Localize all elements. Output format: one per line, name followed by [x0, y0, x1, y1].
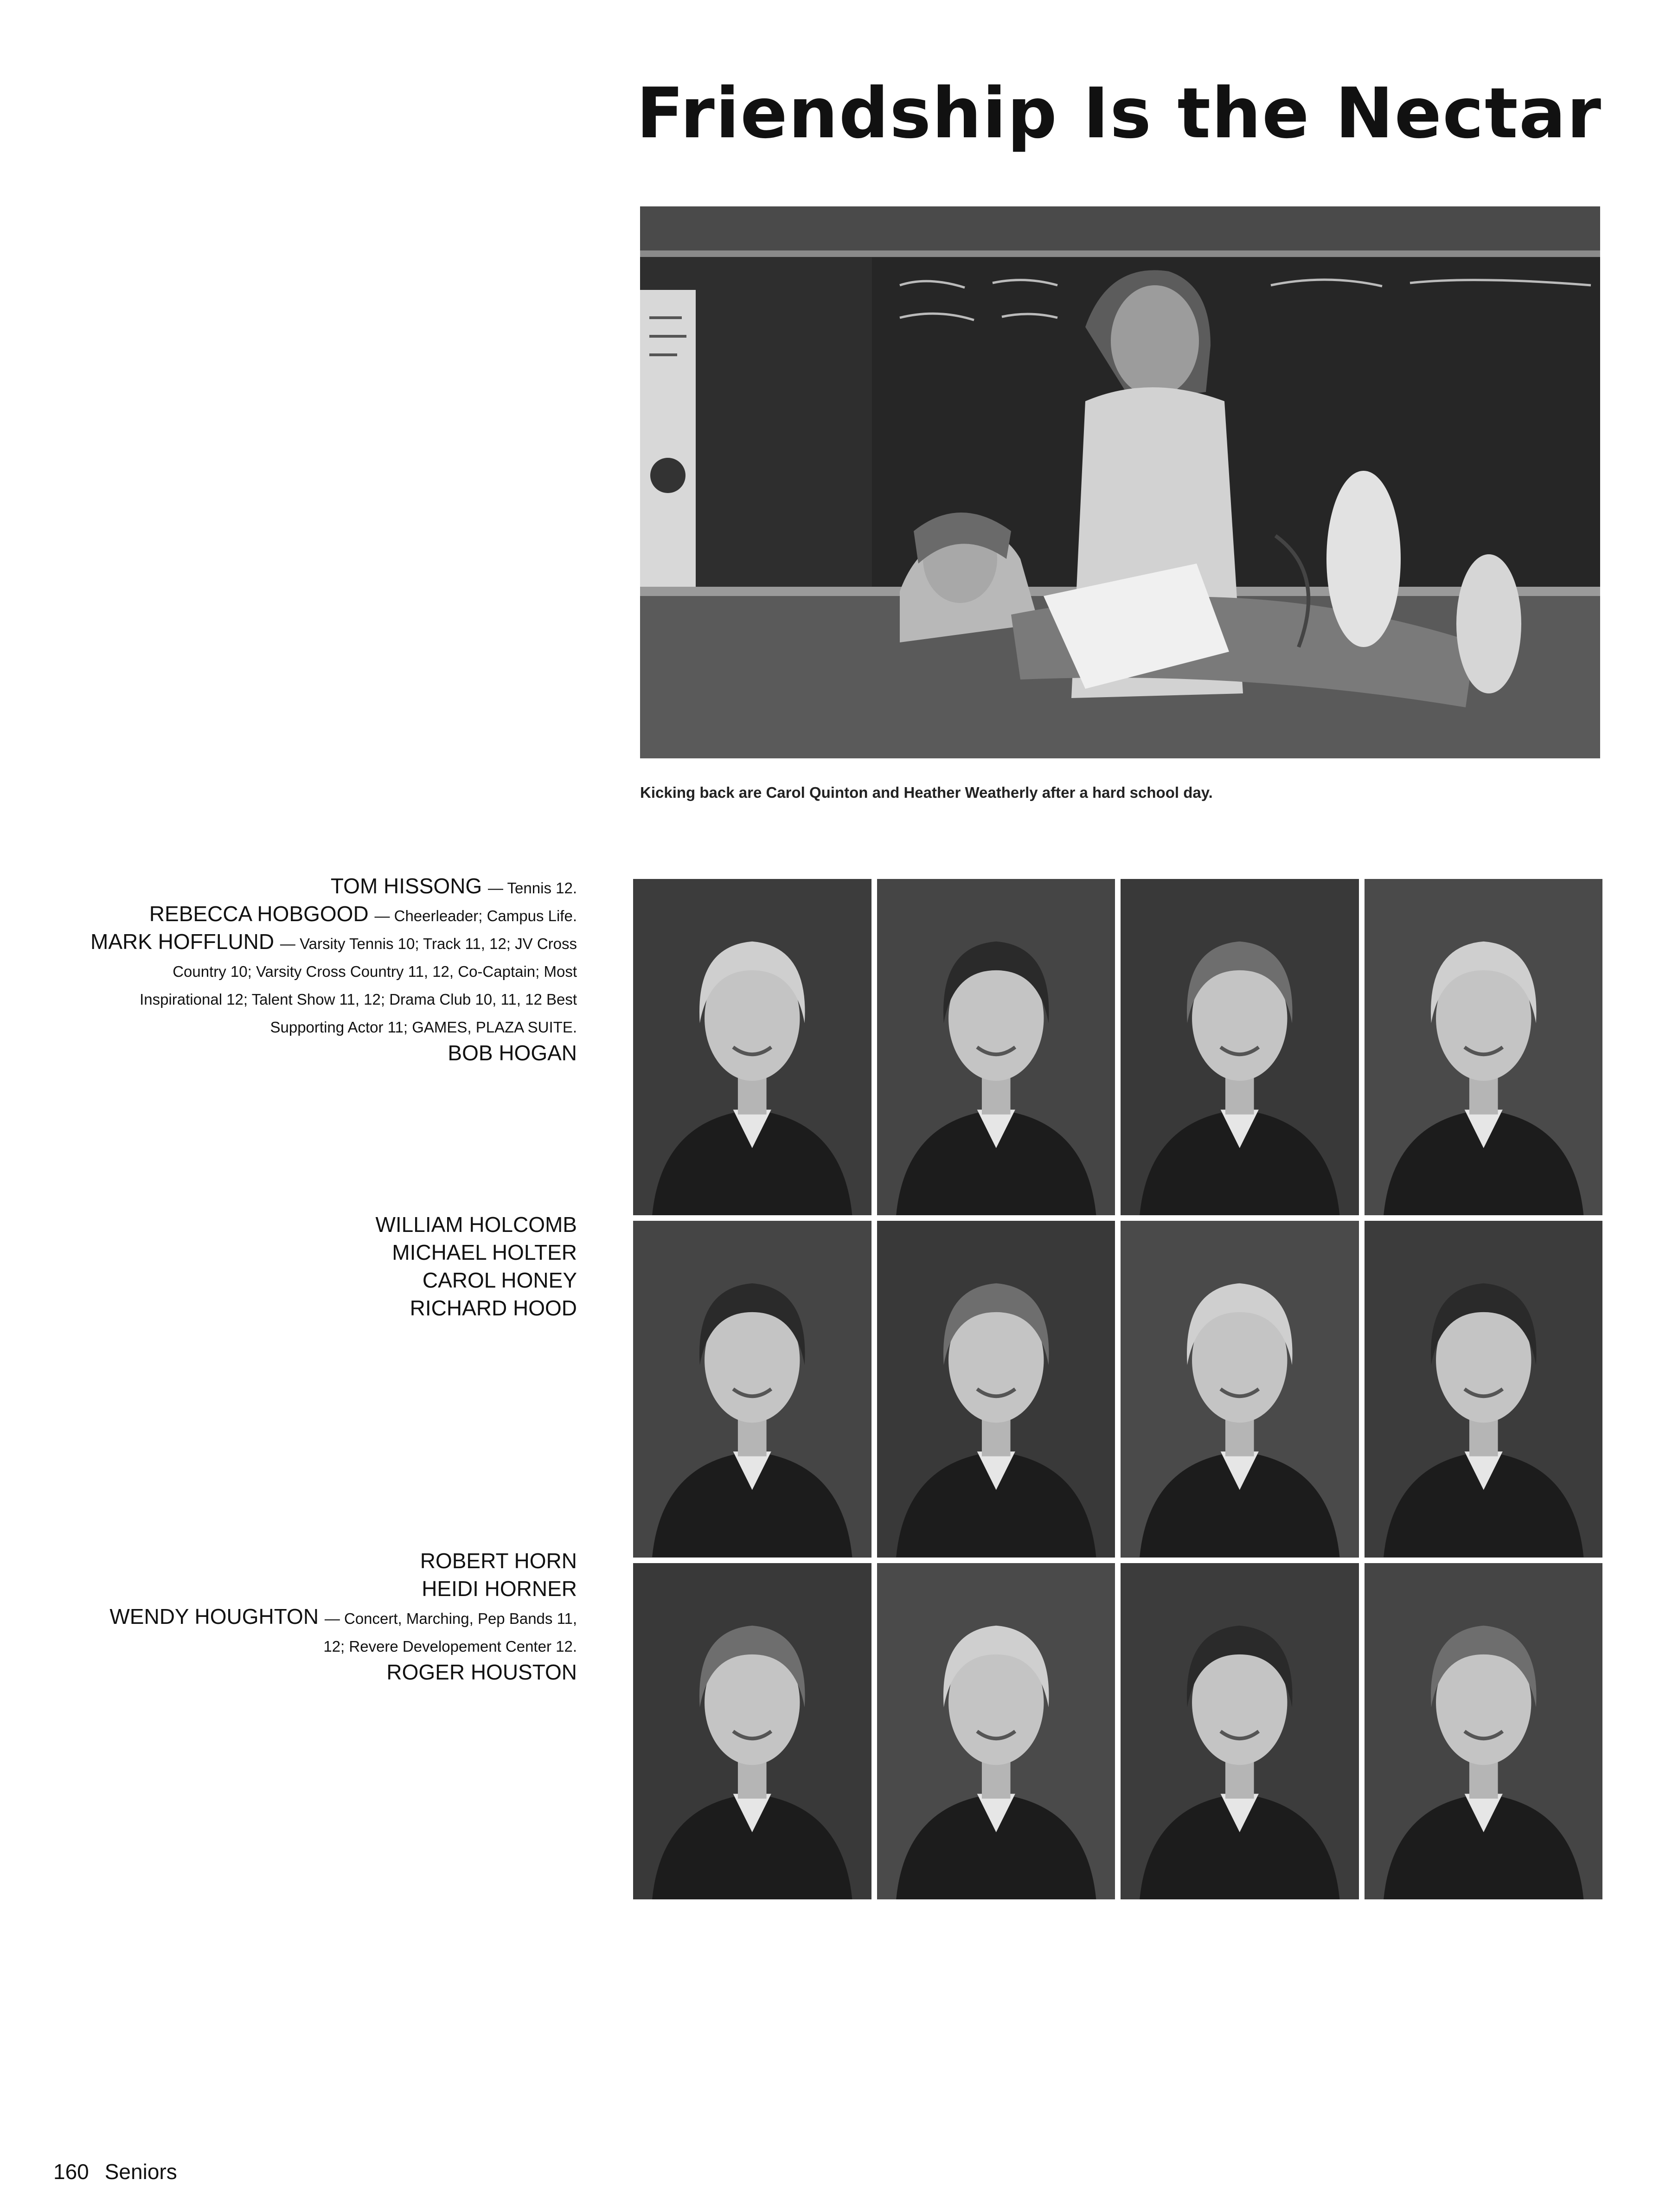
senior-portrait: [1121, 1221, 1359, 1557]
senior-name: ROBERT HORN: [420, 1549, 577, 1573]
senior-name: BOB HOGAN: [448, 1041, 577, 1065]
senior-entry: [90, 1294, 577, 1322]
senior-portrait: [633, 879, 871, 1215]
senior-entry: [90, 1658, 577, 1686]
senior-portrait: [877, 1563, 1115, 1899]
photo-caption: Kicking back are Carol Quinton and Heather Weatherly after a hard school day.: [640, 784, 1213, 801]
senior-portrait: [1365, 879, 1603, 1215]
senior-activities: — Tennis 12.: [487, 879, 577, 897]
senior-entry: [90, 1211, 577, 1238]
senior-portrait: [877, 879, 1115, 1215]
senior-entry: [90, 1575, 577, 1603]
senior-portrait: [1121, 879, 1359, 1215]
senior-portrait: [1365, 1563, 1603, 1899]
senior-portrait: [877, 1221, 1115, 1557]
senior-entry: [90, 1039, 577, 1067]
senior-entry: [90, 1266, 577, 1294]
senior-name: WENDY HOUGHTON: [109, 1604, 319, 1629]
page-number: 160: [53, 2160, 89, 2184]
senior-activities: — Concert, Marching, Pep Bands 11, 12; Revere Developement Center 12.: [323, 1610, 577, 1655]
candid-photo: [640, 206, 1600, 758]
name-group-row-3: [90, 1547, 577, 1686]
senior-entry: [90, 1547, 577, 1575]
name-group-row-2: [90, 1211, 577, 1322]
senior-entry: [90, 928, 577, 1039]
senior-name: ROGER HOUSTON: [386, 1660, 577, 1684]
senior-name: MICHAEL HOLTER: [392, 1240, 577, 1264]
senior-entry: [90, 900, 577, 928]
senior-name: CAROL HONEY: [422, 1268, 577, 1292]
senior-name: TOM HISSONG: [330, 874, 482, 898]
senior-entry: [90, 1603, 577, 1658]
portrait-grid: [633, 879, 1602, 1899]
senior-portrait: [1365, 1221, 1603, 1557]
senior-name: HEIDI HORNER: [422, 1577, 577, 1601]
senior-portrait: [633, 1563, 871, 1899]
senior-entry: [90, 1238, 577, 1266]
page-title: Friendship Is the Nectar: [636, 73, 1602, 154]
senior-portrait: [633, 1221, 871, 1557]
senior-name: WILLIAM HOLCOMB: [375, 1212, 577, 1237]
candid-photo-image: [640, 206, 1600, 758]
name-group-row-1: [90, 872, 577, 1067]
senior-name: MARK HOFFLUND: [90, 930, 275, 954]
senior-activities: — Cheerleader; Campus Life.: [374, 907, 577, 924]
senior-entry: [90, 872, 577, 900]
senior-activities: — Varsity Tennis 10; Track 11, 12; JV Cross Country 10; Varsity Cross Country 11, 12, Co-Captain; Most Inspirational 12; Talent Show 11, 12; Drama Club 10, 11, 12 Best Supporting Actor 11; GAMES, PLAZA SUITE.: [140, 935, 577, 1036]
senior-name: REBECCA HOBGOOD: [149, 902, 369, 926]
section-name: Seniors: [104, 2160, 177, 2184]
senior-name: RICHARD HOOD: [410, 1296, 577, 1320]
page-footer: [53, 2159, 177, 2184]
senior-portrait: [1121, 1563, 1359, 1899]
